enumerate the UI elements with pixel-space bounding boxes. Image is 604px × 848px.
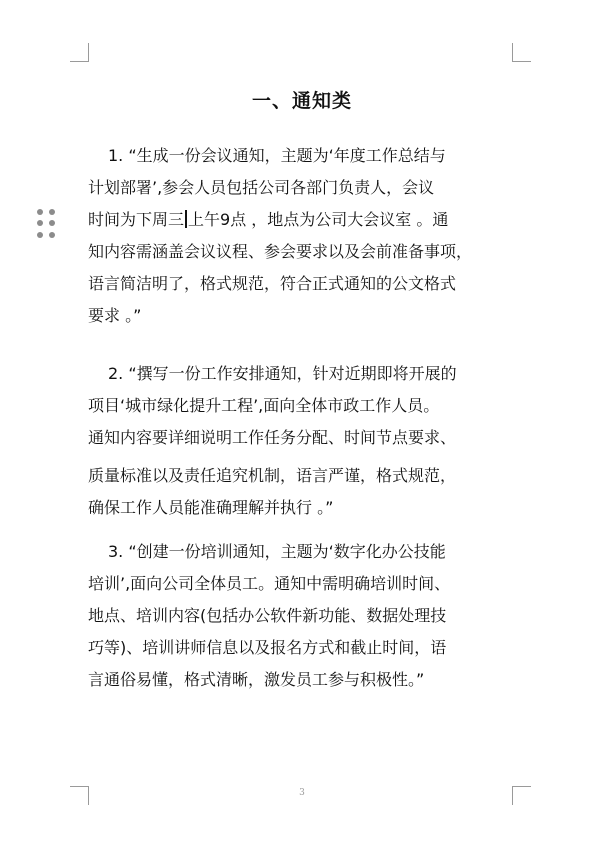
paragraph-line[interactable]: 言通俗易懂，格式清晰，激发员工参与积极性。” <box>88 670 425 689</box>
crop-mark-top-left <box>70 43 89 62</box>
section-title[interactable]: 一、通知类 <box>251 90 352 112</box>
text-cursor <box>185 210 187 228</box>
drag-handle-icon[interactable] <box>37 209 55 239</box>
paragraph-line[interactable]: 要求 。” <box>88 306 142 325</box>
paragraph-1[interactable] <box>88 140 518 332</box>
line-segment[interactable]: 时间为下周三 <box>88 210 185 229</box>
paragraph-line[interactable]: 2. “撰写一份工作安排通知，针对近期即将开展的 <box>108 364 457 383</box>
paragraph-line[interactable]: 质量标准以及责任追究机制，语言严谨，格式规范， <box>88 466 457 485</box>
paragraph-line[interactable]: 通知内容要详细说明工作任务分配、时间节点要求、 <box>88 428 457 447</box>
page-number: 3 <box>299 788 305 798</box>
paragraph-line[interactable]: 地点、培训内容(包括办公软件新功能、数据处理技 <box>88 606 447 625</box>
paragraph-line[interactable]: 计划部署’,参会人员包括公司各部门负责人，会议 <box>88 178 435 197</box>
paragraph-3[interactable] <box>88 536 518 696</box>
paragraph-line[interactable]: 知内容需涵盖会议议程、参会要求以及会前准备事项， <box>88 242 473 261</box>
paragraph-line[interactable]: 巧等)、培训讲师信息以及报名方式和截止时间，语 <box>88 638 447 657</box>
paragraph-line[interactable]: 1. “生成一份会议通知，主题为‘年度工作总结与 <box>108 146 446 165</box>
crop-mark-top-right <box>512 43 531 62</box>
paragraph-line[interactable]: 3. “创建一份培训通知，主题为‘数字化办公技能 <box>108 542 446 561</box>
paragraph-line[interactable]: 语言简洁明了，格式规范，符合正式通知的公文格式 <box>88 274 457 293</box>
paragraph-line[interactable] <box>88 204 518 236</box>
paragraph-2[interactable] <box>88 358 518 524</box>
paragraph-line[interactable]: 项目‘城市绿化提升工程’,面向全体市政工作人员。 <box>88 396 440 415</box>
paragraph-line[interactable]: 培训’,面向公司全体员工。通知中需明确培训时间、 <box>88 574 451 593</box>
paragraph-line[interactable]: 确保工作人员能准确理解并执行 。” <box>88 498 334 517</box>
line-segment[interactable]: 上午9点 ，地点为公司大会议室 。通 <box>188 210 449 229</box>
